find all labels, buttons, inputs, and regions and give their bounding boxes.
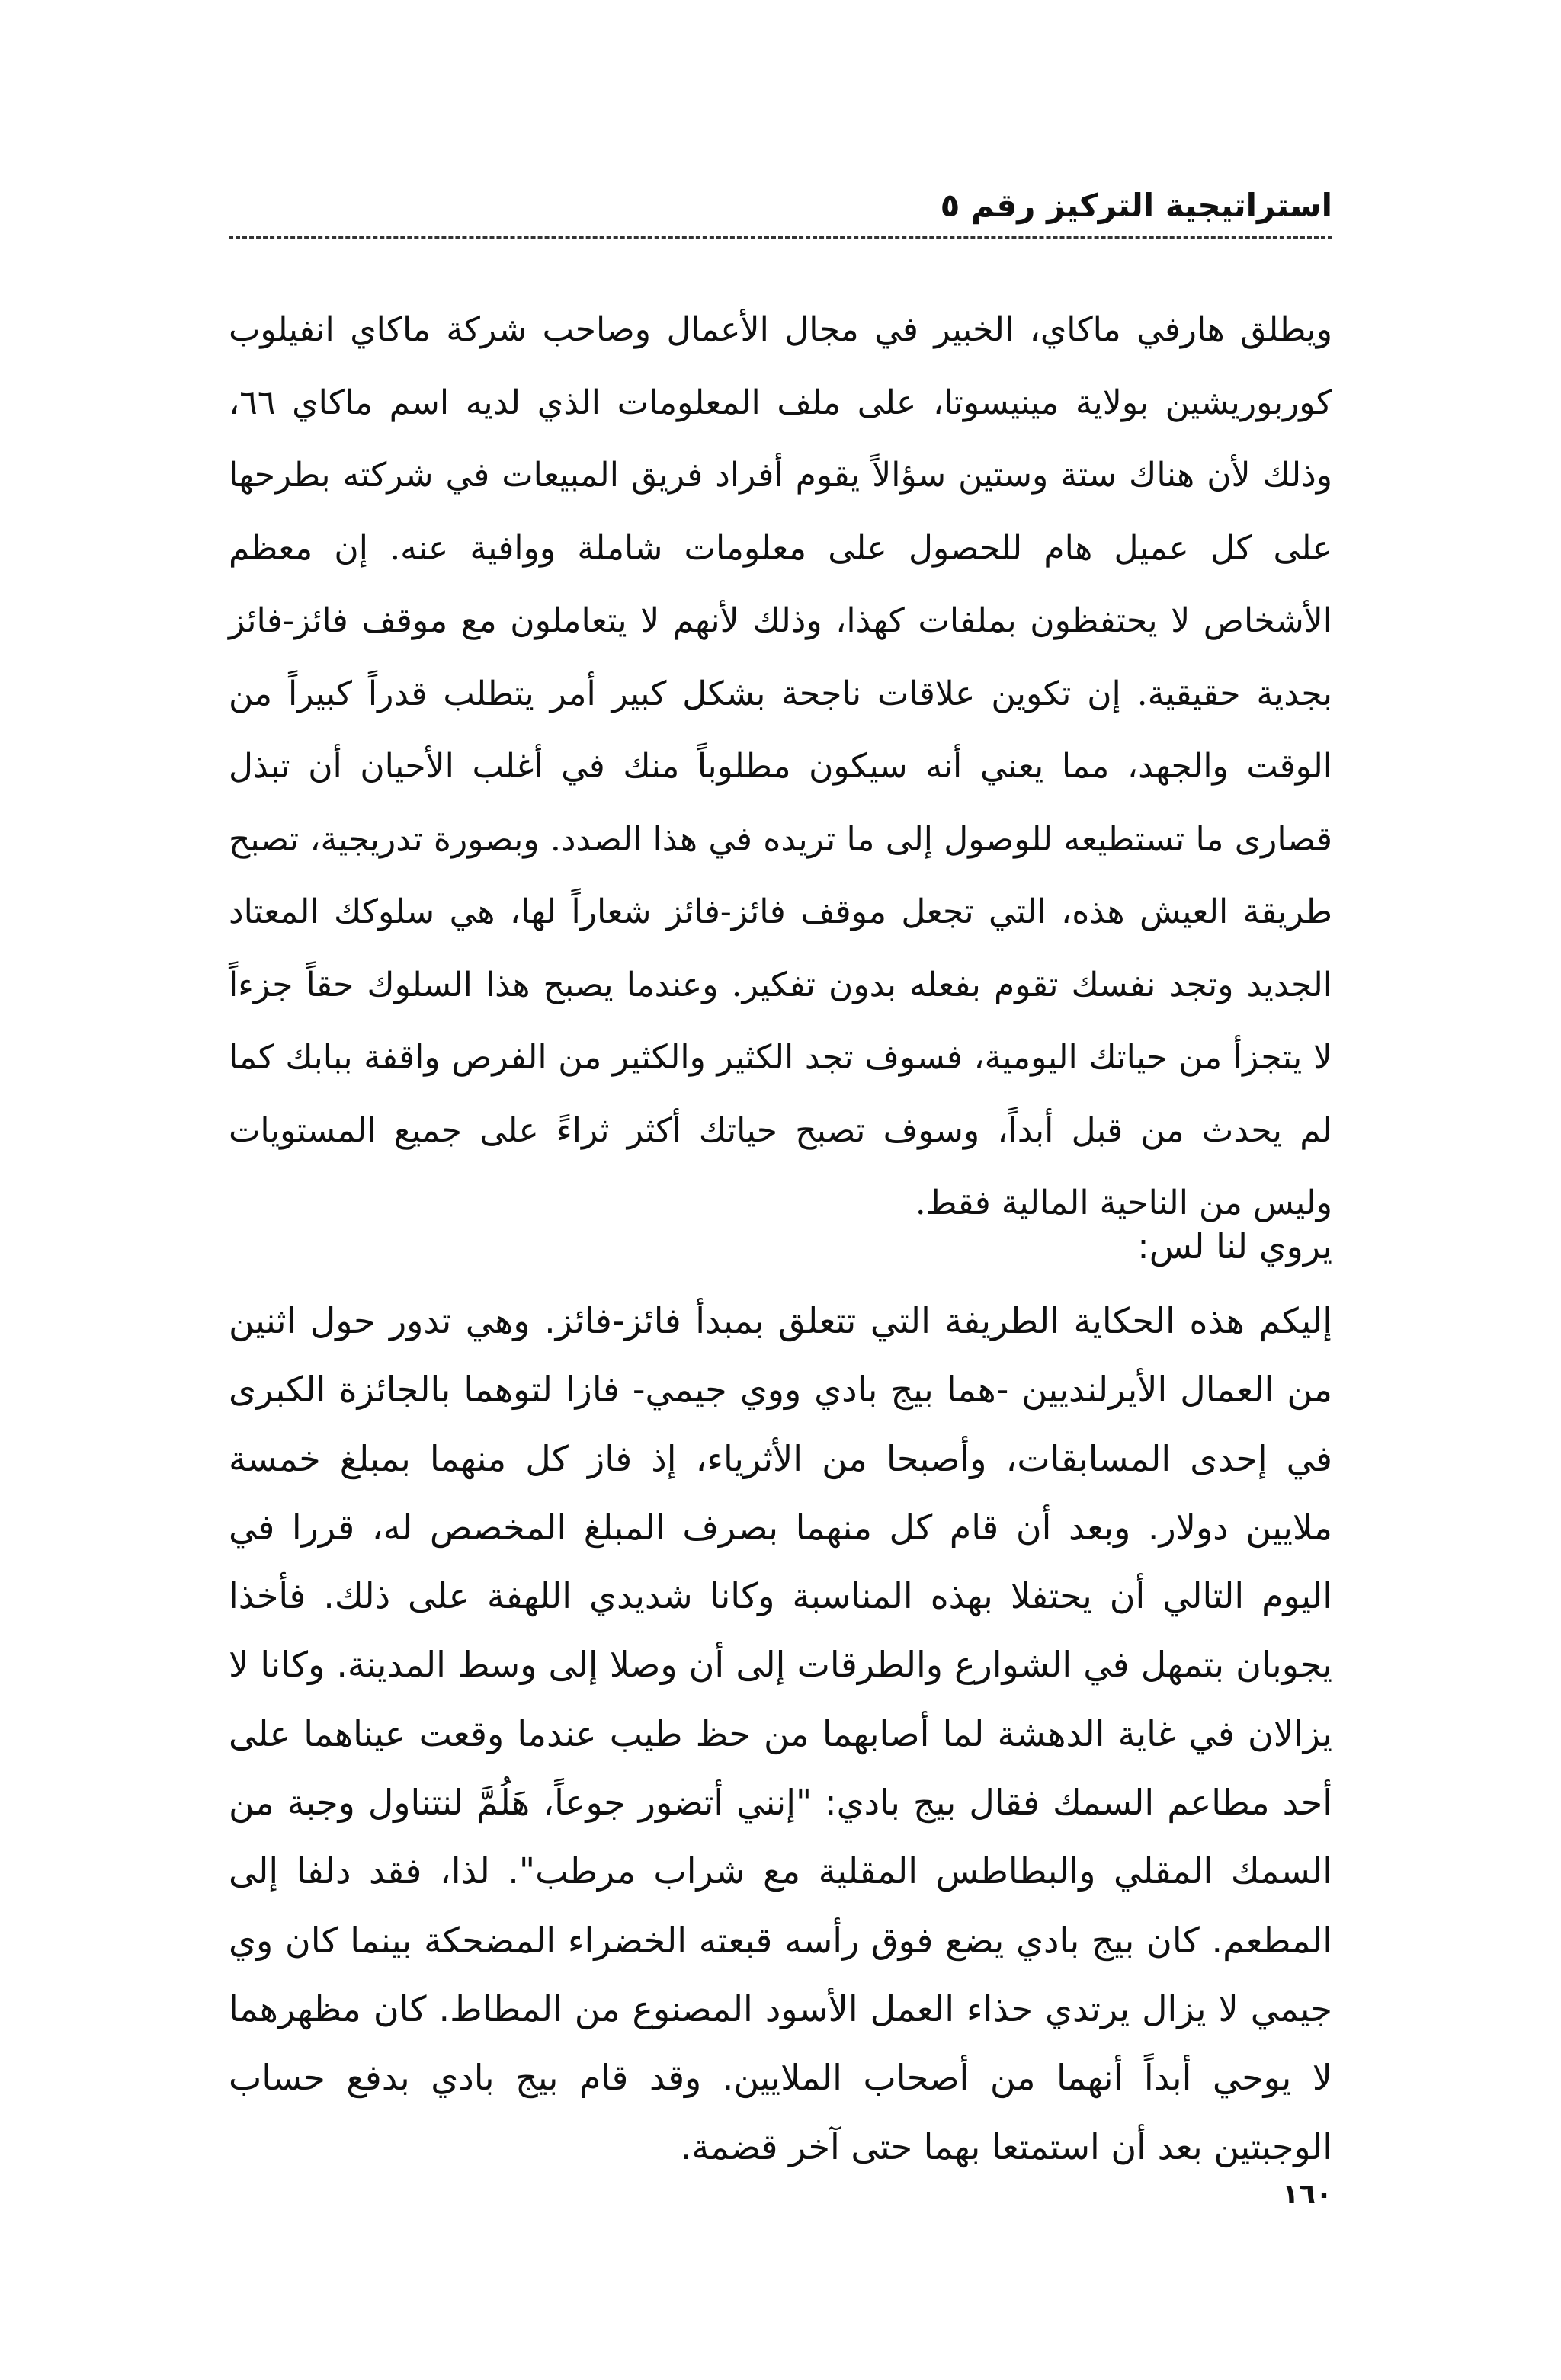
running-header <box>229 183 1332 239</box>
chapter-title: استراتيجية التركيز رقم ٥ <box>940 187 1332 224</box>
page-number: ١٦٠ <box>1282 2179 1332 2210</box>
paragraph-text: إليكم هذه الحكاية الطريفة التي تتعلق بمبدأ فائز-فائز. وهي تدور حول اثنين من العمال الأيرلنديين -هما بيج بادي ووي جيمي- فازا لتوهما بالجائزة الكبرى في إحدى المسابقات، وأصبحا من الأثرياء، إذ فاز كل منهما بمبلغ خمسة ملايين دولار. وبعد أن قام كل منهما بصرف المبلغ المخصص له، قررا في اليوم التالي أن يحتفلا بهذه المناسبة وكانا شديدي اللهفة على ذلك. فأخذا يجوبان بتمهل في الشوارع والطرقات إلى أن وصلا إلى وسط المدينة. وكانا لا يزالان في غاية الدهشة لما أصابهما من حظ طيب عندما وقعت عيناهما على أحد مطاعم السمك فقال بيج بادي: "إنني أتضور جوعاً، هَلُمَّ لنتناول وجبة من السمك المقلي والبطاطس المقلية مع شراب مرطب". لذا، فقد دلفا إلى المطعم. كان بيج بادي يضع فوق رأسه قبعته الخضراء المضحكة بينما كان وي جيمي لا يزال يرتدي حذاء العمل الأسود المصنوع من المطاط. كان مظهرهما لا يوحي أبداً أنهما من أصحاب الملايين. وقد قام بيج بادي بدفع حساب الوجبتين بعد أن استمتعا بهما حتى آخر قضمة. <box>229 1300 1332 2167</box>
paragraph-text: ويطلق هارفي ماكاي، الخبير في مجال الأعمال وصاحب شركة ماكاي انفيلوب كوربوريشين بولاية مينيسوتا، على ملف المعلومات الذي لديه اسم ماكاي ٦٦، وذلك لأن هناك ستة وستين سؤالاً يقوم أفراد فريق المبيعات في شركته بطرحها على كل عميل هام للحصول على معلومات شاملة ووافية عنه. إن معظم الأشخاص لا يحتفظون بملفات كهذا، وذلك لأنهم لا يتعاملون مع موقف فائز-فائز بجدية حقيقية. إن تكوين علاقات ناجحة بشكل كبير أمر يتطلب قدراً كبيراً من الوقت والجهد، مما يعني أنه سيكون مطلوباً منك في أغلب الأحيان أن تبذل قصارى ما تستطيعه للوصول إلى ما تريده في هذا الصدد. وبصورة تدريجية، تصبح طريقة العيش هذه، التي تجعل موقف فائز-فائز شعاراً لها، هي سلوكك المعتاد الجديد وتجد نفسك تقوم بفعله بدون تفكير. وعندما يصبح هذا السلوك حقاً جزءاً لا يتجزأ من حياتك اليومية، فسوف تجد الكثير والكثير من الفرص واقفة ببابك كما لم يحدث من قبل أبداً، وسوف تصبح حياتك أكثر ثراءً على جميع المستويات وليس من الناحية المالية فقط. <box>229 310 1332 1222</box>
body-paragraph-1 <box>229 293 1332 1240</box>
quoted-story-paragraph <box>229 1286 1332 2181</box>
quote-intro: يروي لنا لس: <box>1137 1225 1332 1267</box>
